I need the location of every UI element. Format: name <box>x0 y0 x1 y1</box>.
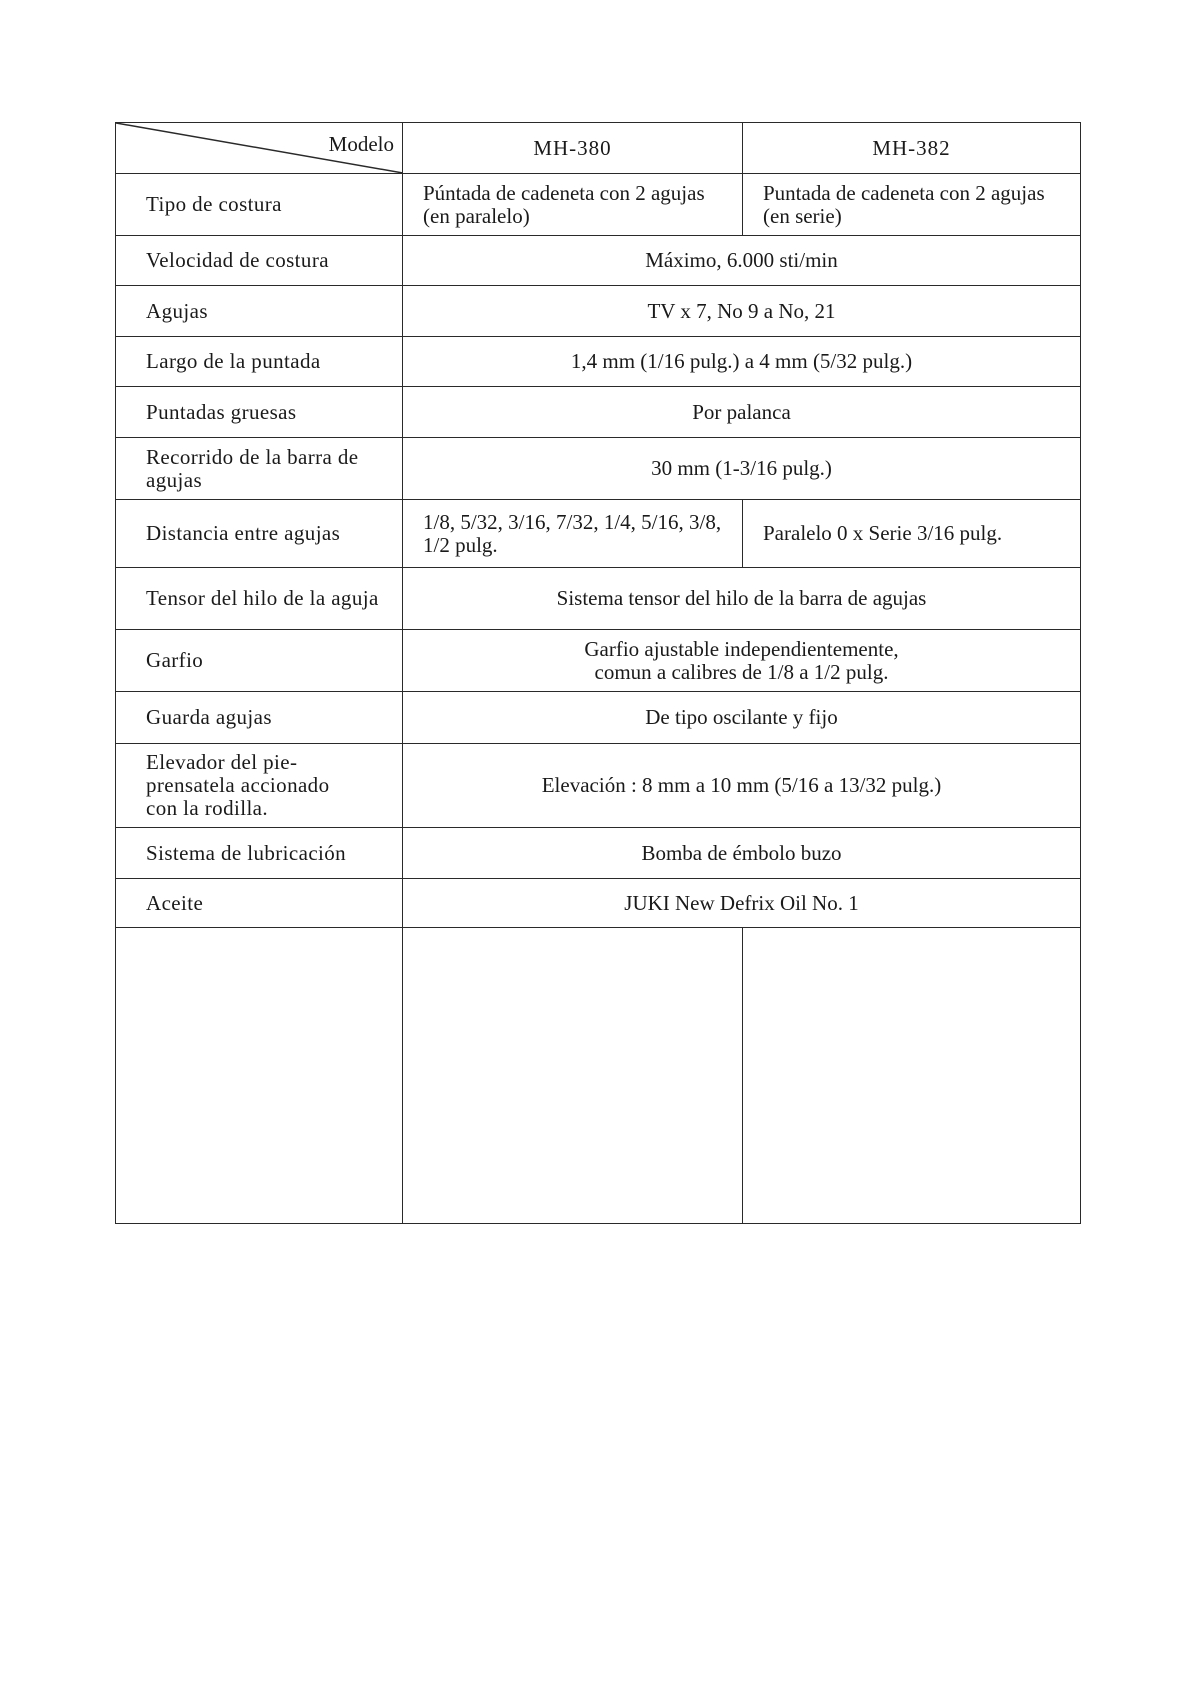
value-tipo-costura-mh382: Puntada de cadeneta con 2 agujas (en serie) <box>743 174 1081 236</box>
row-velocidad <box>116 236 1081 286</box>
value-distancia-mh382: Paralelo 0 x Serie 3/16 pulg. <box>743 500 1081 568</box>
value-velocidad: Máximo, 6.000 sti/min <box>403 236 1081 286</box>
row-lubricacion <box>116 828 1081 879</box>
row-label-recorrido: Recorrido de la barra de agujas <box>116 438 403 500</box>
row-tensor <box>116 568 1081 630</box>
row-label-guarda: Guarda agujas <box>116 692 403 744</box>
row-label-tensor: Tensor del hilo de la aguja <box>116 568 403 630</box>
value-guarda: De tipo oscilante y fijo <box>403 692 1081 744</box>
row-agujas <box>116 286 1081 337</box>
value-puntadas-gruesas: Por palanca <box>403 387 1081 438</box>
row-label-tipo-costura: Tipo de costura <box>116 174 403 236</box>
row-garfio <box>116 630 1081 692</box>
value-aceite: JUKI New Defrix Oil No. 1 <box>403 879 1081 928</box>
value-garfio-line2: comun a calibres de 1/8 a 1/2 pulg. <box>594 659 889 684</box>
row-label-elevador <box>116 744 403 828</box>
row-label-puntadas-gruesas: Puntadas gruesas <box>116 387 403 438</box>
model-header-mh380: MH-380 <box>403 123 743 174</box>
row-empty <box>116 928 1081 1224</box>
empty-cell-label <box>116 928 403 1224</box>
row-label-distancia: Distancia entre agujas <box>116 500 403 568</box>
corner-label: Modelo <box>328 132 394 156</box>
row-label-elevador-line3: con la rodilla. <box>146 796 269 820</box>
value-tipo-costura-mh380: Púntada de cadeneta con 2 agujas (en paralelo) <box>403 174 743 236</box>
row-label-aceite: Aceite <box>116 879 403 928</box>
row-recorrido <box>116 438 1081 500</box>
value-largo-puntada: 1,4 mm (1/16 pulg.) a 4 mm (5/32 pulg.) <box>403 337 1081 387</box>
row-label-lubricacion: Sistema de lubricación <box>116 828 403 879</box>
value-garfio <box>403 630 1081 692</box>
value-elevador: Elevación : 8 mm a 10 mm (5/16 a 13/32 pulg.) <box>403 744 1081 828</box>
empty-cell-mh380 <box>403 928 743 1224</box>
row-label-elevador-line2: prensatela accionado <box>146 773 330 797</box>
value-lubricacion: Bomba de émbolo buzo <box>403 828 1081 879</box>
empty-cell-mh382 <box>743 928 1081 1224</box>
row-elevador <box>116 744 1081 828</box>
row-puntadas-gruesas <box>116 387 1081 438</box>
row-label-elevador-line1: Elevador del pie- <box>146 750 298 774</box>
value-agujas: TV x 7, No 9 a No, 21 <box>403 286 1081 337</box>
row-distancia <box>116 500 1081 568</box>
value-tensor: Sistema tensor del hilo de la barra de agujas <box>403 568 1081 630</box>
row-tipo-costura <box>116 174 1081 236</box>
value-distancia-mh380: 1/8, 5/32, 3/16, 7/32, 1/4, 5/16, 3/8, 1/2 pulg. <box>403 500 743 568</box>
header-row <box>116 123 1081 174</box>
specifications-table <box>115 122 1081 1224</box>
row-guarda <box>116 692 1081 744</box>
value-recorrido: 30 mm (1-3/16 pulg.) <box>403 438 1081 500</box>
row-largo-puntada <box>116 337 1081 387</box>
row-label-velocidad: Velocidad de costura <box>116 236 403 286</box>
value-garfio-line1: Garfio ajustable independientemente, <box>584 636 899 661</box>
row-label-agujas: Agujas <box>116 286 403 337</box>
row-label-largo-puntada: Largo de la puntada <box>116 337 403 387</box>
row-label-garfio: Garfio <box>116 630 403 692</box>
row-aceite <box>116 879 1081 928</box>
model-corner-cell <box>116 123 403 174</box>
model-header-mh382: MH-382 <box>743 123 1081 174</box>
